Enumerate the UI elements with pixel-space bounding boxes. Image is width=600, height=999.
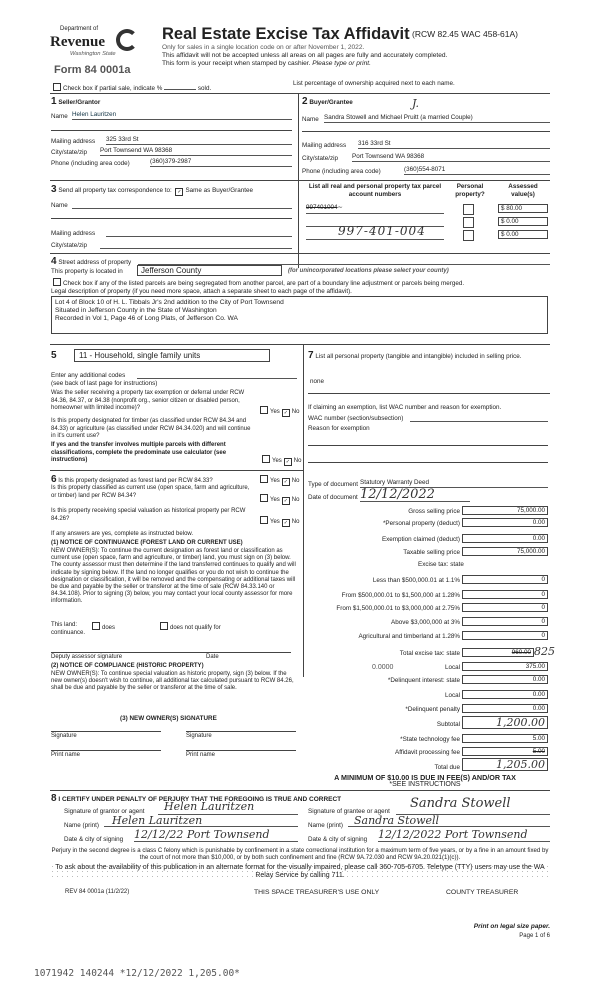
tax-bracket-5[interactable]: 0: [462, 631, 548, 640]
wac-number-field[interactable]: [410, 413, 548, 422]
segregated-parcel-checkbox[interactable]: [53, 278, 61, 286]
cashier-receipt-stamp: 1071942 140244 *12/12/2022 1,205.00*: [34, 968, 240, 979]
accessibility-notice: To ask about the availability of this publication in an alternate format for the visually impaired, please call 360-705-6705. Teletype (TTY) users may use the WA Relay Service by calling 711.: [50, 864, 550, 881]
personal-property-checkbox-2[interactable]: [463, 217, 474, 228]
delinquent-interest-local[interactable]: 0.00: [462, 690, 548, 699]
current-use-no-checkbox[interactable]: ✓: [283, 498, 288, 504]
assessed-value-1[interactable]: $ 80.00: [498, 204, 548, 213]
dor-logo: Department of Revenue Washington State: [50, 26, 150, 76]
gross-selling-price[interactable]: 75,000.00: [462, 506, 548, 515]
historic-yes-checkbox[interactable]: [260, 516, 268, 524]
county-select[interactable]: Jefferson County: [137, 265, 282, 276]
tax-bracket-1[interactable]: 0: [462, 575, 548, 584]
buyer-phone-field[interactable]: (360)554-8071: [404, 166, 550, 175]
partial-sale-row: Check box if partial sale, indicate % sold.: [51, 83, 211, 93]
page-title: Real Estate Excise Tax Affidavit: [162, 25, 410, 43]
dor-seal-icon: [116, 29, 138, 51]
correspondence-mailing-field[interactable]: [106, 228, 292, 237]
affidavit-processing-fee[interactable]: 5.00: [462, 747, 548, 756]
rcw-reference: (RCW 82.45 WAC 458-61A): [412, 29, 518, 39]
land-does-checkbox[interactable]: [92, 622, 100, 630]
personal-property-checkbox-1[interactable]: [463, 204, 474, 215]
grantor-signature-image: Helen Lauritzen: [164, 800, 255, 813]
additional-codes-field[interactable]: [137, 370, 297, 379]
treasurer-use-label: THIS SPACE TREASURER'S USE ONLY: [254, 889, 380, 896]
timber-no-checkbox[interactable]: ✓: [285, 459, 290, 465]
buyer-name-field[interactable]: Sandra Stowell and Michael Pruitt (a married Couple): [324, 114, 550, 123]
delinquent-penalty[interactable]: 0.00: [462, 704, 548, 713]
grantor-date-city[interactable]: 12/12/22 Port Townsend: [134, 828, 298, 842]
seller-phone-field[interactable]: (360)379-2987: [150, 158, 292, 167]
grantee-signature-image: Sandra Stowell: [410, 796, 511, 811]
personal-property-list[interactable]: none: [310, 378, 325, 385]
parcel-handwritten: 997-401-004: [338, 224, 426, 238]
land-use-code-select[interactable]: 11 - Household, single family units: [74, 349, 270, 362]
seller-name-field[interactable]: Helen Lauritzen: [72, 111, 292, 120]
document-date-field[interactable]: 12/12/2022: [360, 487, 470, 502]
state-technology-fee[interactable]: 5.00: [462, 734, 548, 743]
delinquent-interest-state[interactable]: 0.00: [462, 675, 548, 684]
correspondence-city-field[interactable]: [100, 240, 292, 249]
tax-bracket-3[interactable]: 0: [462, 603, 548, 612]
historic-no-checkbox[interactable]: ✓: [283, 520, 288, 526]
exemption-yes-checkbox[interactable]: [260, 406, 268, 414]
timber-yes-checkbox[interactable]: [262, 455, 270, 463]
exemption-no-checkbox[interactable]: ✓: [283, 410, 288, 416]
tax-bracket-4[interactable]: 0: [462, 617, 548, 626]
local-excise[interactable]: 375.00: [462, 662, 548, 671]
form-number: Form 84 0001a: [54, 64, 131, 76]
current-use-yes-checkbox[interactable]: [260, 494, 268, 502]
tax-bracket-2[interactable]: 0: [462, 590, 548, 599]
forest-no-checkbox[interactable]: ✓: [283, 479, 288, 485]
grantor-signature[interactable]: [158, 800, 298, 815]
subtotal[interactable]: 1,200.00: [462, 716, 548, 729]
partial-sale-checkbox[interactable]: [53, 83, 61, 91]
document-type-field[interactable]: Statutory Warranty Deed: [360, 479, 548, 488]
total-due[interactable]: 1,205.00: [462, 758, 548, 771]
total-excise-state-correction: 825: [534, 645, 555, 658]
same-as-buyer-checkbox[interactable]: ✓: [177, 189, 182, 195]
seller-city-field[interactable]: Port Townsend WA 98368: [100, 147, 292, 156]
forest-yes-checkbox[interactable]: [260, 475, 268, 483]
grantor-print-name[interactable]: Helen Lauritzen: [104, 814, 298, 827]
perjury-notice: Perjury in the second degree is a class C felony which is punishable by confinement in a state correctional institution for a maximum term of five years, or by a fine in an amount fixed by the court of not more than $10,000, or by both such confinement and fine (RCW 9A.72.030 and RCW 9A.20.021(1)(c)).: [51, 847, 549, 862]
grantee-signature[interactable]: [396, 796, 550, 815]
exemption-claimed-deduct[interactable]: 0.00: [462, 534, 548, 543]
correspondence-name-field[interactable]: [72, 200, 292, 209]
personal-property-checkbox-3[interactable]: [463, 230, 474, 241]
buyer-initials-handwriting: J.: [412, 97, 420, 110]
buyer-mailing-field[interactable]: 316 33rd St: [358, 140, 550, 149]
grantee-print-name[interactable]: Sandra Stowell: [348, 814, 550, 827]
assessed-value-2[interactable]: $ 0.00: [498, 217, 548, 226]
grantee-date-city[interactable]: 12/12/2022 Port Townsend: [378, 828, 550, 842]
seller-mailing-field[interactable]: 325 33rd St: [106, 136, 292, 145]
parcel-field-1[interactable]: 997401004~: [306, 204, 444, 214]
buyer-city-field[interactable]: Port Townsend WA 98368: [352, 153, 550, 162]
taxable-selling-price[interactable]: 75,000.00: [462, 547, 548, 556]
street-address-field[interactable]: [138, 256, 550, 265]
personal-property-deduct[interactable]: 0.00: [462, 518, 548, 527]
assessed-value-3[interactable]: $ 0.00: [498, 230, 548, 239]
total-excise-state[interactable]: 960.00: [462, 648, 534, 657]
land-does-not-checkbox[interactable]: [160, 622, 168, 630]
legal-description-field[interactable]: Lot 4 of Block 10 of H. L. Tibbals Jr's 2nd addition to the City of Port Townsend Situated in Jefferson County in the State of Washington Recorded in Vol 1, Page 46 of Long Plats, of Jefferson Co. WA: [51, 296, 548, 334]
